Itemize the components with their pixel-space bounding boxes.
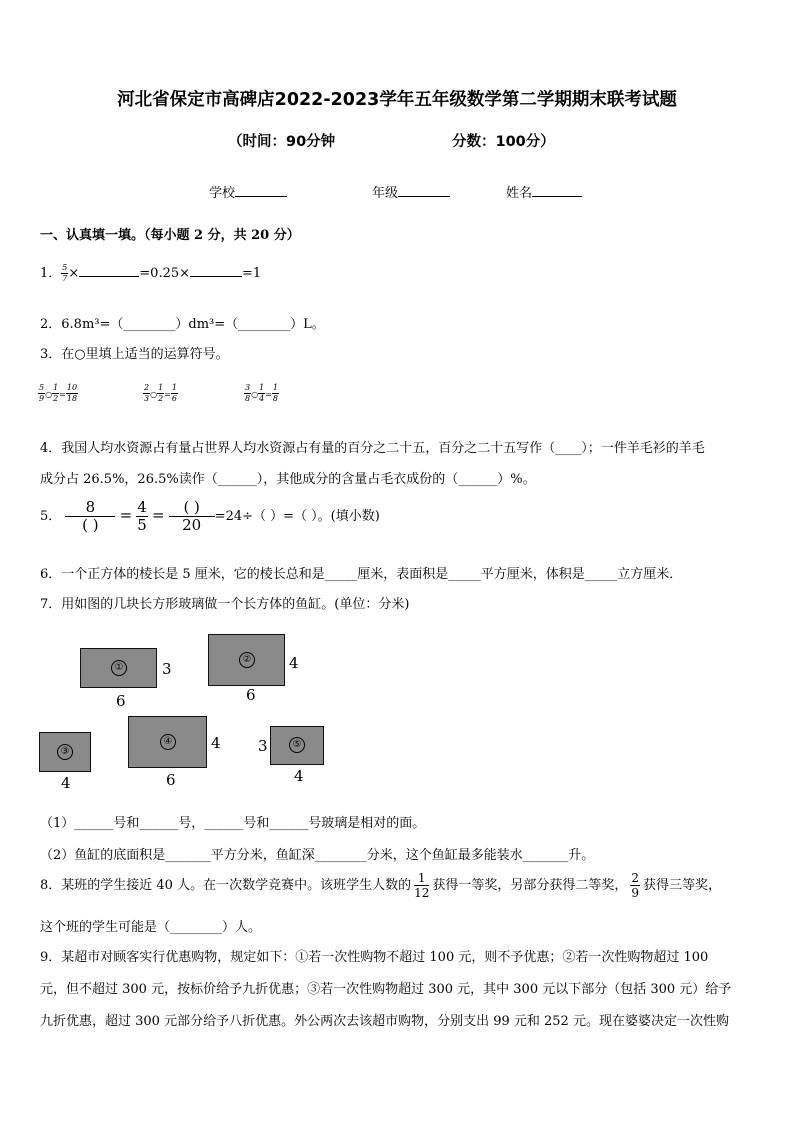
- q5-number: 5．: [40, 509, 62, 524]
- glass-3-width: 4: [61, 774, 71, 792]
- glass-3-label: ③: [57, 744, 73, 760]
- question-7-part-2: （2）鱼缸的底面积是_______平方分米，鱼缸深________分米，这个鱼缸最多能装水_______升。: [40, 848, 595, 863]
- question-1: [40, 262, 261, 283]
- glass-2-width: 6: [246, 686, 256, 704]
- glass-1-label: ①: [111, 660, 127, 676]
- q1-mid: =0.25×: [139, 266, 191, 281]
- q8-text-b: 获得一等奖，另部分获得二等奖，: [432, 878, 628, 893]
- q1-blank-1[interactable]: [79, 276, 139, 277]
- q5-fraction-b: $\frac{4}{5}$: [137, 498, 147, 534]
- glass-5: [270, 726, 324, 765]
- glass-5-height: 3: [258, 737, 268, 755]
- exam-time: （时间：90分钟: [228, 134, 336, 150]
- exam-score: 分数：100分）: [452, 134, 555, 150]
- q1-number: 1．: [40, 266, 62, 281]
- glass-4: [128, 716, 207, 768]
- question-7-part-1: （1）______号和______号，______号和______号玻璃是相对的面。: [40, 816, 426, 831]
- question-6: 6．一个正方体的棱长是 5 厘米，它的棱长总和是_____厘米，表面积是_____平方厘米，体积是_____立方厘米．: [40, 567, 683, 582]
- question-8-line-1: [40, 872, 721, 899]
- glass-2: [208, 634, 285, 686]
- name-field[interactable]: [506, 182, 582, 201]
- question-4-line-1: 4．我国人均水资源占有量占世界人均水资源占有量的百分之二十五，百分之二十五写作（____）；一件羊毛衫的羊毛: [40, 441, 705, 456]
- q8-fraction-1: $\frac{1}{12}$: [414, 871, 430, 900]
- question-7: 7．用如图的几块长方形玻璃做一个长方体的鱼缸。(单位：分米): [40, 597, 410, 612]
- q3-expr-3: $\frac{3}{8}$ ○ $\frac{1}{4}$ = $\frac{1}{8}$: [245, 383, 278, 403]
- glass-4-width: 6: [166, 771, 176, 789]
- glass-2-height: 4: [289, 654, 299, 672]
- q8-text-a: 8．某班的学生接近 40 人。在一次数学竞赛中。该班学生人数的: [40, 878, 412, 893]
- q1-fraction: $\frac{5}{7}$: [62, 263, 68, 283]
- grade-label: 年级: [372, 186, 399, 201]
- school-label: 学校: [209, 186, 236, 201]
- question-9-line-1: 9．某超市对顾客实行优惠购物，规定如下：①若一次性购物不超过 100 元，则不予优惠；②若一次性购物超过 100: [40, 950, 709, 965]
- q5-rest: =24÷（ ）=（ ）。(填小数): [214, 509, 380, 524]
- name-label: 姓名: [506, 186, 533, 201]
- school-field[interactable]: [209, 182, 287, 201]
- grade-field[interactable]: [372, 182, 450, 201]
- question-5: 5． $\frac{8}{( )}$ = $\frac{4}{5}$ = $\frac{( )}{20}$ =24÷（ ）=（ ）。(填小数): [40, 498, 380, 534]
- glass-1-height: 3: [162, 660, 172, 678]
- glass-5-label: ⑤: [289, 737, 305, 753]
- glass-5-width: 4: [294, 767, 304, 785]
- question-4-line-2: 成分占 26.5%，26.5%读作（______），其他成分的含量占毛衣成份的（______）%。: [40, 472, 536, 487]
- glass-3: [39, 732, 91, 772]
- question-2: 2．6.8m³=（________）dm³=（________）L。: [40, 317, 325, 332]
- glass-4-label: ④: [160, 734, 176, 750]
- q1-blank-2[interactable]: [190, 276, 242, 277]
- question-8-line-2: 这个班的学生可能是（________）人。: [40, 920, 262, 935]
- glass-4-height: 4: [211, 734, 221, 752]
- glass-2-label: ②: [239, 652, 255, 668]
- q5-fraction-a: $\frac{8}{( )}$: [65, 500, 115, 533]
- section-heading: 一、认真填一填。（每小题 2 分，共 20 分）: [40, 228, 300, 243]
- q3-expr-1: $\frac{5}{9}$ ○ $\frac{1}{2}$ = $\frac{10}{18}$: [39, 383, 78, 403]
- q3-expr-2: $\frac{2}{3}$ ○ $\frac{1}{2}$ = $\frac{1}{6}$: [144, 383, 177, 403]
- q1-times: ×: [68, 266, 80, 281]
- question-3: 3．在○里填上适当的运算符号。: [40, 347, 229, 362]
- glass-1-width: 6: [116, 692, 126, 710]
- glass-1: [80, 648, 157, 688]
- q5-fraction-c: $\frac{( )}{20}$: [169, 500, 215, 533]
- question-9-line-2: 元，但不超过 300 元，按标价给予九折优惠；③若一次性购物超过 300 元，其中 300 元以下部分（包括 300 元）给予: [40, 982, 732, 997]
- q1-end: =1: [242, 266, 262, 281]
- q8-text-c: 获得三等奖，: [643, 878, 722, 893]
- question-9-line-3: 九折优惠，超过 300 元部分给予八折优惠。外公两次去该超市购物，分别支出 99 元和 252 元。现在婆婆决定一次性购: [40, 1014, 729, 1029]
- page-title: 河北省保定市高碑店2022-2023学年五年级数学第二学期期末联考试题: [117, 90, 677, 110]
- q8-fraction-2: $\frac{2}{9}$: [631, 871, 640, 900]
